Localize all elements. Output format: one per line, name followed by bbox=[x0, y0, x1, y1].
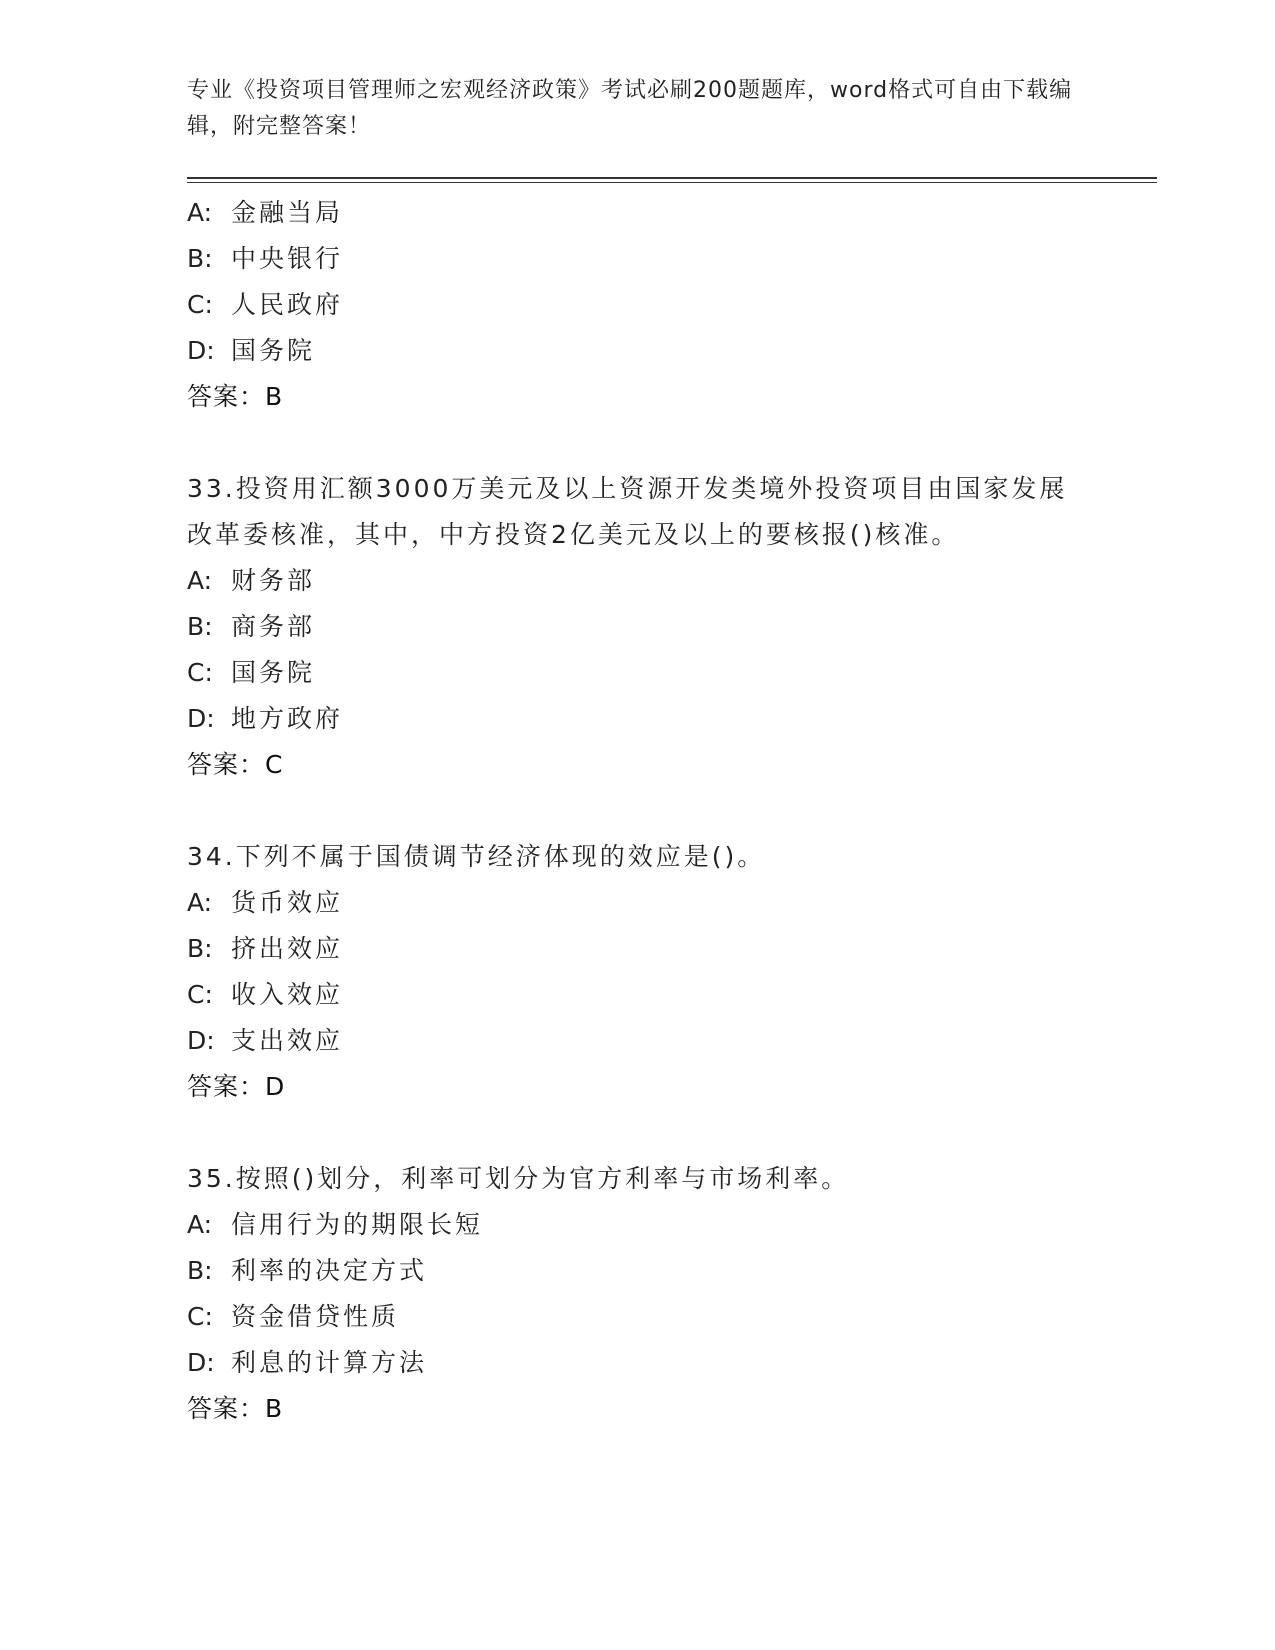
spacer bbox=[187, 1110, 1087, 1156]
option-letter: A: bbox=[187, 198, 213, 227]
spacer bbox=[187, 788, 1087, 834]
option-a bbox=[187, 558, 1087, 604]
question-text: 34.下列不属于国债调节经济体现的效应是()。 bbox=[187, 842, 766, 871]
question-list bbox=[187, 190, 1087, 1432]
option-text: 国务院 bbox=[231, 336, 316, 365]
option-d bbox=[187, 328, 1087, 374]
question-35 bbox=[187, 1156, 1087, 1432]
option-c bbox=[187, 650, 1087, 696]
option-b bbox=[187, 604, 1087, 650]
question-32 bbox=[187, 190, 1087, 420]
answer: 答案：D bbox=[187, 1072, 286, 1101]
option-b bbox=[187, 926, 1087, 972]
option-letter: D: bbox=[187, 1026, 215, 1055]
option-c bbox=[187, 972, 1087, 1018]
option-a bbox=[187, 190, 1087, 236]
answer: 答案：B bbox=[187, 382, 284, 411]
option-letter: C: bbox=[187, 1302, 213, 1331]
option-text: 挤出效应 bbox=[231, 934, 344, 963]
option-a bbox=[187, 1202, 1087, 1248]
option-text: 利息的计算方法 bbox=[231, 1348, 428, 1377]
header-rule-thick bbox=[187, 177, 1157, 179]
option-text: 信用行为的期限长短 bbox=[231, 1210, 484, 1239]
question-text: 35.按照()划分，利率可划分为官方利率与市场利率。 bbox=[187, 1164, 850, 1193]
option-letter: B: bbox=[187, 244, 213, 273]
option-a bbox=[187, 880, 1087, 926]
option-text: 地方政府 bbox=[231, 704, 344, 733]
option-letter: D: bbox=[187, 336, 215, 365]
option-text: 商务部 bbox=[231, 612, 316, 641]
option-d bbox=[187, 1340, 1087, 1386]
option-text: 支出效应 bbox=[231, 1026, 344, 1055]
option-text: 货币效应 bbox=[231, 888, 344, 917]
option-c bbox=[187, 282, 1087, 328]
option-b bbox=[187, 236, 1087, 282]
option-c bbox=[187, 1294, 1087, 1340]
header-rule-thin bbox=[187, 182, 1157, 183]
option-letter: C: bbox=[187, 290, 213, 319]
option-d bbox=[187, 696, 1087, 742]
option-text: 金融当局 bbox=[231, 198, 344, 227]
option-text: 财务部 bbox=[231, 566, 316, 595]
option-text: 中央银行 bbox=[231, 244, 344, 273]
answer: 答案：C bbox=[187, 750, 284, 779]
document-header: 专业《投资项目管理师之宏观经济政策》考试必刷200题题库，word格式可自由下载编辑，附完整答案！ bbox=[187, 78, 1073, 139]
question-text: 33.投资用汇额3000万美元及以上资源开发类境外投资项目由国家发展改革委核准，其中，中方投资2亿美元及以上的要核报()核准。 bbox=[187, 474, 1068, 549]
option-letter: A: bbox=[187, 1210, 213, 1239]
option-letter: B: bbox=[187, 612, 213, 641]
option-text: 国务院 bbox=[231, 658, 316, 687]
option-text: 利率的决定方式 bbox=[231, 1256, 428, 1285]
option-text: 资金借贷性质 bbox=[231, 1302, 400, 1331]
option-letter: B: bbox=[187, 1256, 213, 1285]
answer: 答案：B bbox=[187, 1394, 284, 1423]
question-33 bbox=[187, 466, 1087, 788]
option-letter: D: bbox=[187, 704, 215, 733]
option-text: 人民政府 bbox=[231, 290, 344, 319]
option-letter: A: bbox=[187, 566, 213, 595]
option-letter: A: bbox=[187, 888, 213, 917]
option-b bbox=[187, 1248, 1087, 1294]
spacer bbox=[187, 420, 1087, 466]
option-letter: B: bbox=[187, 934, 213, 963]
option-text: 收入效应 bbox=[231, 980, 344, 1009]
question-34 bbox=[187, 834, 1087, 1110]
option-letter: C: bbox=[187, 980, 213, 1009]
option-letter: D: bbox=[187, 1348, 215, 1377]
option-d bbox=[187, 1018, 1087, 1064]
option-letter: C: bbox=[187, 658, 213, 687]
